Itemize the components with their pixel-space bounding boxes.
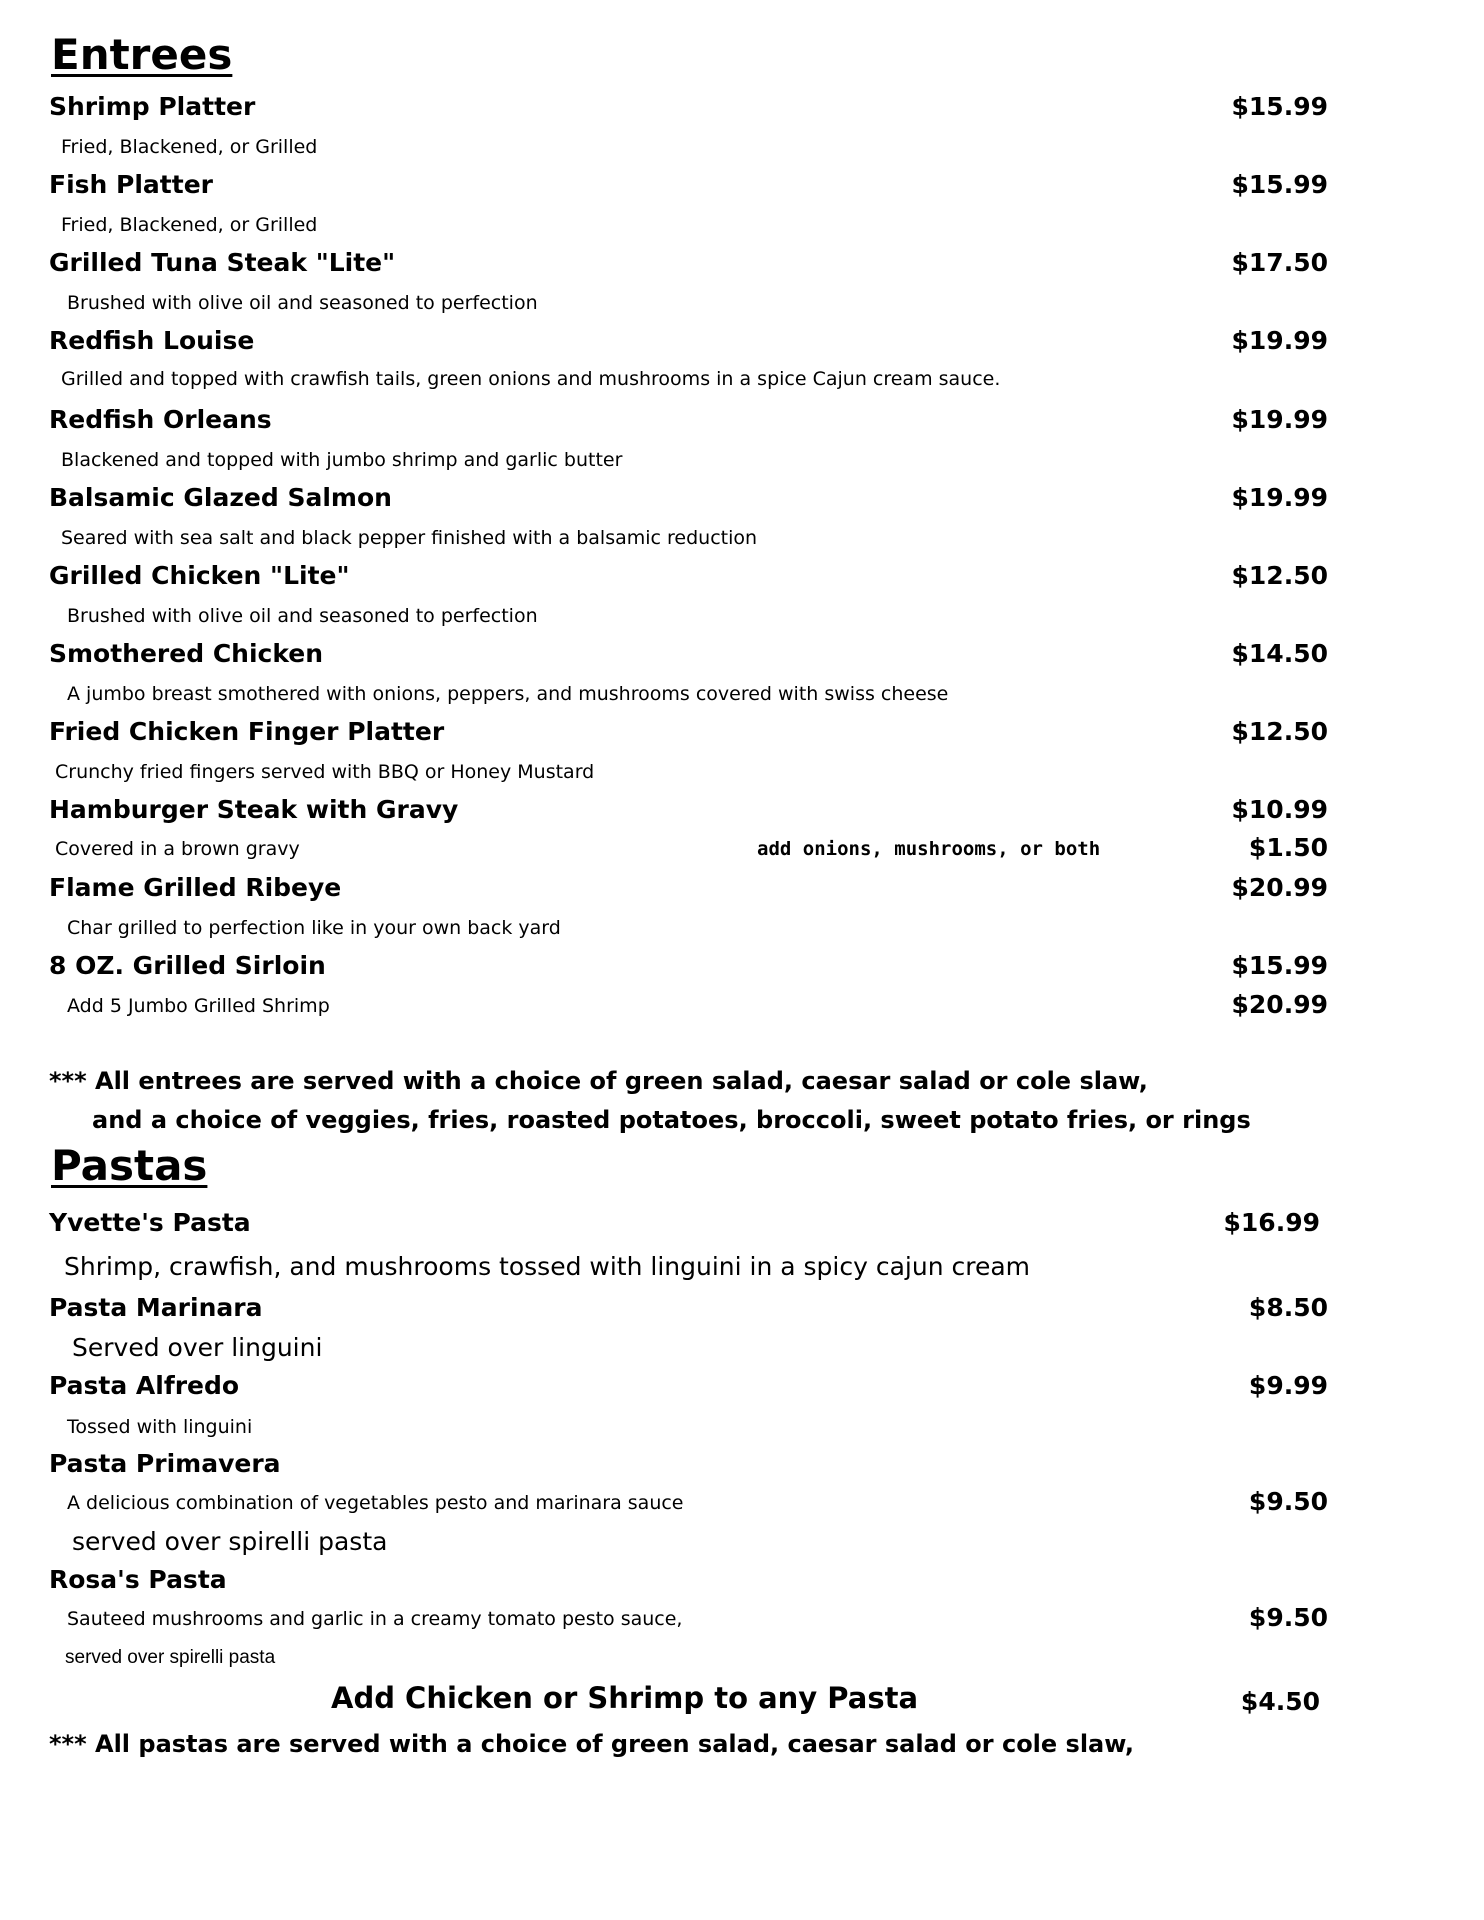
menu-item-name: Hamburger Steak with Gravy bbox=[49, 795, 459, 824]
menu-item-name: Smothered Chicken bbox=[49, 639, 324, 668]
menu-item-name: Pasta Marinara bbox=[49, 1293, 263, 1322]
menu-item-description-line2: served over spirelli pasta bbox=[72, 1527, 388, 1556]
menu-item-name: Pasta Alfredo bbox=[49, 1371, 240, 1400]
entrees-heading: Entrees bbox=[51, 30, 233, 79]
menu-item-name: Shrimp Platter bbox=[49, 92, 256, 121]
menu-item-price: $16.99 bbox=[1223, 1208, 1320, 1237]
pasta-addon-price: $4.50 bbox=[1240, 1687, 1320, 1716]
menu-item-price: $9.50 bbox=[1248, 1487, 1328, 1516]
menu-item-name: Flame Grilled Ribeye bbox=[49, 873, 342, 902]
menu-item-description-line2: served over spirelli pasta bbox=[65, 1647, 276, 1668]
menu-item-description: Brushed with olive oil and seasoned to perfection bbox=[67, 292, 538, 314]
menu-item-price: $20.99 bbox=[1231, 873, 1328, 902]
menu-item-name: Redfish Orleans bbox=[49, 405, 272, 434]
menu-item-name: Fish Platter bbox=[49, 170, 213, 199]
pasta-addon-label: Add Chicken or Shrimp to any Pasta bbox=[331, 1681, 919, 1715]
menu-item-name: Redfish Louise bbox=[49, 326, 255, 355]
menu-item-description: Brushed with olive oil and seasoned to perfection bbox=[67, 605, 538, 627]
menu-item-price: $19.99 bbox=[1231, 483, 1328, 512]
menu-item-name: Yvette's Pasta bbox=[49, 1208, 251, 1237]
menu-item-description: Fried, Blackened, or Grilled bbox=[61, 136, 318, 158]
menu-item-description: Crunchy fried fingers served with BBQ or Honey Mustard bbox=[55, 761, 595, 783]
menu-item-description: Char grilled to perfection like in your own back yard bbox=[67, 917, 561, 939]
menu-item-price: $19.99 bbox=[1231, 405, 1328, 434]
menu-item-name: Balsamic Glazed Salmon bbox=[49, 483, 392, 512]
menu-item-price: $9.99 bbox=[1248, 1371, 1328, 1400]
menu-item-price: $14.50 bbox=[1231, 639, 1328, 668]
menu-item-price: $19.99 bbox=[1231, 326, 1328, 355]
menu-item-name: Grilled Chicken "Lite" bbox=[49, 561, 350, 590]
menu-item-price: $15.99 bbox=[1231, 951, 1328, 980]
addon-price: $1.50 bbox=[1248, 833, 1328, 862]
menu-item-description: Sauteed mushrooms and garlic in a creamy tomato pesto sauce, bbox=[67, 1608, 683, 1630]
menu-item-description: Blackened and topped with jumbo shrimp and garlic butter bbox=[61, 449, 623, 471]
menu-item-description: A delicious combination of vegetables pesto and marinara sauce bbox=[67, 1492, 684, 1514]
menu-item-description: Shrimp, crawfish, and mushrooms tossed with linguini in a spicy cajun cream bbox=[64, 1252, 1031, 1281]
entrees-note-line1: *** All entrees are served with a choice of green salad, caesar salad or cole slaw, bbox=[49, 1067, 1148, 1095]
menu-item-description: Seared with sea salt and black pepper finished with a balsamic reduction bbox=[61, 527, 758, 549]
menu-item-name: 8 OZ. Grilled Sirloin bbox=[49, 951, 326, 980]
menu-item-name: Rosa's Pasta bbox=[49, 1565, 227, 1594]
addon-label: add onions, mushrooms, or both bbox=[757, 838, 1101, 860]
menu-item-price: $9.50 bbox=[1248, 1603, 1328, 1632]
menu-item-price: $17.50 bbox=[1231, 248, 1328, 277]
pastas-note: *** All pastas are served with a choice of green salad, caesar salad or cole slaw, bbox=[49, 1730, 1135, 1758]
menu-item-description: Tossed with linguini bbox=[67, 1416, 253, 1438]
menu-item-price: $12.50 bbox=[1231, 561, 1328, 590]
menu-item-name: Fried Chicken Finger Platter bbox=[49, 717, 445, 746]
pastas-heading: Pastas bbox=[51, 1141, 208, 1190]
menu-item-price: $8.50 bbox=[1248, 1293, 1328, 1322]
entrees-note-line2: and a choice of veggies, fries, roasted potatoes, broccoli, sweet potato fries, or rings bbox=[92, 1106, 1251, 1134]
menu-item-addon-price: $20.99 bbox=[1231, 990, 1328, 1019]
menu-item-description: Add 5 Jumbo Grilled Shrimp bbox=[67, 995, 330, 1017]
menu-item-description: Served over linguini bbox=[72, 1333, 323, 1362]
menu-item-description: Covered in a brown gravy bbox=[55, 838, 300, 860]
menu-item-description: Fried, Blackened, or Grilled bbox=[61, 214, 318, 236]
menu-item-price: $15.99 bbox=[1231, 92, 1328, 121]
menu-item-description: A jumbo breast smothered with onions, peppers, and mushrooms covered with swiss cheese bbox=[67, 683, 949, 705]
menu-item-name: Grilled Tuna Steak "Lite" bbox=[49, 248, 396, 277]
menu-item-name: Pasta Primavera bbox=[49, 1449, 281, 1478]
menu-item-description: Grilled and topped with crawfish tails, green onions and mushrooms in a spice Cajun cream sauce. bbox=[61, 368, 1001, 390]
menu-item-price: $12.50 bbox=[1231, 717, 1328, 746]
menu-item-price: $10.99 bbox=[1231, 795, 1328, 824]
menu-item-price: $15.99 bbox=[1231, 170, 1328, 199]
